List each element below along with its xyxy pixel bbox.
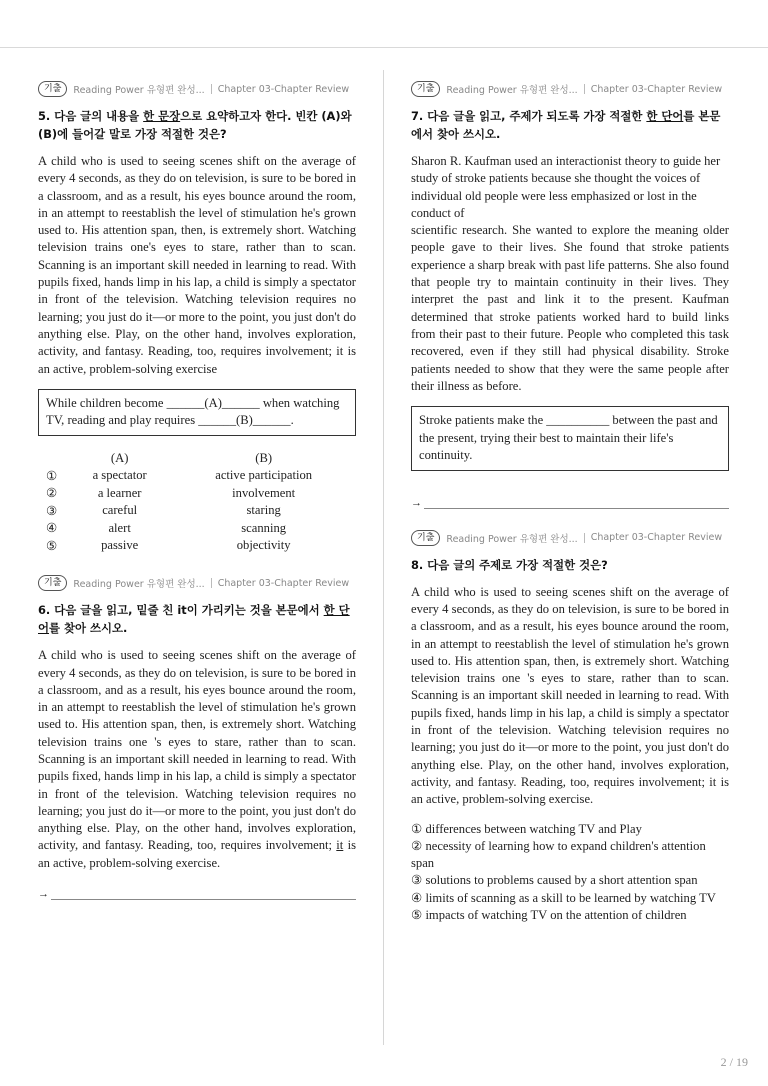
choice-row[interactable]: ① a spectator active participation: [46, 468, 313, 483]
q6-answer-line[interactable]: [38, 888, 356, 900]
q7-passage: Sharon R. Kaufman used an interactionist theory to guide her study of stroke patients because she thought the voices of individual old people were less emphasized or lost in the conduct of: [411, 154, 721, 220]
q6-title: 6. 다음 글을 읽고, 밑줄 친 it이 가리키는 것을 본문에서 한 단어를 찾아 쓰시오.: [38, 603, 350, 636]
tag-separator: [211, 84, 212, 94]
exam-badge: 기출: [411, 530, 440, 546]
question-tag: [38, 80, 356, 98]
tag-separator: [584, 533, 585, 543]
column-divider: [383, 70, 384, 1045]
col-b-header: (B): [255, 451, 273, 466]
chapter-label: Chapter 03-Chapter Review: [217, 577, 350, 589]
answer-blank[interactable]: [424, 498, 729, 509]
option-item[interactable]: ② necessity of learning how to expand children's attention span: [411, 838, 706, 871]
q7-summary-box: Stroke patients make the __________ between the past and the present, trying their best to maintain their life's continuity.: [411, 406, 729, 471]
chapter-label: Chapter 03-Chapter Review: [217, 83, 350, 95]
option-item[interactable]: ① differences between watching TV and Play: [411, 821, 642, 836]
option-item[interactable]: ④ limits of scanning as a skill to be learned by watching TV: [411, 890, 716, 905]
arrow-icon: →: [411, 496, 422, 509]
q6-passage: A child who is used to seeing scenes shift on the average of every 4 seconds, as they do on television, is sure to be bored in a classroom, and as a result, his eyes bounce around the room, in an attempt to reestablish the level of stimulation he's grown used to. His attention span, then, is extremely short. Watching television trains one 's eyes to stare, rather than to scan. Scanning is an important skill needed in learning to read. With pupils fixed, hands limp in his lap, a child is simply a spectator in front of the television. Watching television requires no learning; you just do it—or more to the point, you just don't do anything else. Play, on the other hand, involves exploration, activity, and fantasy. Reading, too, requires involvement; it is an active, problem-solving exercise.: [38, 648, 356, 870]
left-column: [38, 80, 356, 900]
option-item[interactable]: ⑤ impacts of watching TV on the attention of children: [411, 908, 687, 922]
source-label: Reading Power 유형편 완성...: [446, 85, 578, 96]
col-a-header: (A): [110, 451, 129, 466]
choice-row[interactable]: ② a learner involvement: [46, 485, 296, 501]
q5-passage: A child who is used to seeing scenes shift on the average of every 4 seconds, as they do on television, is sure to be bored in a classroom, and as a result, his eyes bounce around the room, in an attempt to reestablish the level of stimulation he's grown used to. His attention span, then, is extremely short. Watching television trains one's eyes to stare, rather than to scan. Scanning is an important skill needed in learning to read. With pupils fixed, hands limp in his lap, a child is simply a spectator in front of the television. Watching television requires no learning; you just do it—or more to the point, you just don't do anything else. Play, on the other hand, involves exploration, activity, and fantasy. Reading, too, requires involvement; it is an active, problem-solving exercise: [38, 154, 356, 376]
q8-passage: A child who is used to seeing scenes shift on the average of every 4 seconds, as they do on television, is sure to be bored in a classroom, and as a result, his eyes bounce around the room, in an attempt to reestablish the level of stimulation he's grown used to. His attention span, then, is extremely short. Watching television trains one 's eyes to stare, rather than to scan. Scanning is an important skill needed in learning to read. With pupils fixed, hands limp in his lap, a child is simply a spectator in front of the television. Watching television requires no learning; you just do it—or more to the point, you just don't do anything else. Play, on the other hand, involves exploration, activity, and fantasy. Reading, too, requires involvement; it is an active, problem-solving exercise.: [411, 584, 729, 807]
choice-row[interactable]: ⑤ passive objectivity: [46, 538, 291, 553]
source-label: Reading Power 유형편 완성...: [73, 85, 205, 96]
tag-separator: [584, 84, 585, 94]
exam-badge: 기출: [38, 81, 67, 97]
q7-title: 7. 다음 글을 읽고, 주제가 되도록 가장 적절한 한 단어를 본문에서 찾아 쓰시오.: [411, 109, 721, 141]
question-tag: [38, 574, 356, 592]
choice-row[interactable]: ④ alert scanning: [46, 520, 287, 536]
q7-answer-line[interactable]: [411, 497, 729, 509]
choice-row[interactable]: ③ careful staring: [46, 503, 281, 518]
q8-options: [411, 821, 729, 925]
q7-passage-cont: scientific research. She wanted to explore the meaning older people gave to their lives. She found that stroke patients experience a sharp break with past life patterns. She also found that people try to maintain continuity in their lives. They interpret the past and link it to the present. Kaufman determined that stroke patients worked hard to build links from their past to their future. People who completed this task recovered, even if they still had physical disability. Stroke patients needed to show that they were the same people after their illness as before.: [411, 223, 729, 393]
q8-title: 8. 다음 글의 주제로 가장 적절한 것은?: [411, 557, 608, 572]
exam-badge: 기출: [38, 575, 67, 591]
q5-title: 5. 다음 글의 내용을 한 문장으로 요약하고자 한다. 빈칸 (A)와 (B)에 들어갈 말로 가장 적절한 것은?: [38, 109, 352, 141]
source-label: Reading Power 유형편 완성...: [73, 579, 205, 591]
source-label: Reading Power 유형편 완성...: [446, 533, 578, 545]
header-rule: [0, 47, 768, 48]
chapter-label: Chapter 03-Chapter Review: [590, 83, 723, 95]
right-column: [411, 80, 729, 924]
tag-separator: [211, 578, 212, 588]
option-item[interactable]: ③ solutions to problems caused by a short attention span: [411, 873, 698, 888]
question-tag: [411, 80, 729, 98]
q5-choices: [38, 450, 356, 554]
chapter-label: Chapter 03-Chapter Review: [590, 532, 723, 544]
question-tag: [411, 529, 729, 547]
q5-summary-box: While children become ______(A)______ when watching TV, reading and play requires ______(B)______.: [38, 389, 356, 436]
page-number: 2 / 19: [720, 1055, 748, 1069]
answer-blank[interactable]: [51, 889, 356, 900]
arrow-icon: →: [38, 888, 49, 901]
exam-badge: 기출: [411, 81, 440, 97]
